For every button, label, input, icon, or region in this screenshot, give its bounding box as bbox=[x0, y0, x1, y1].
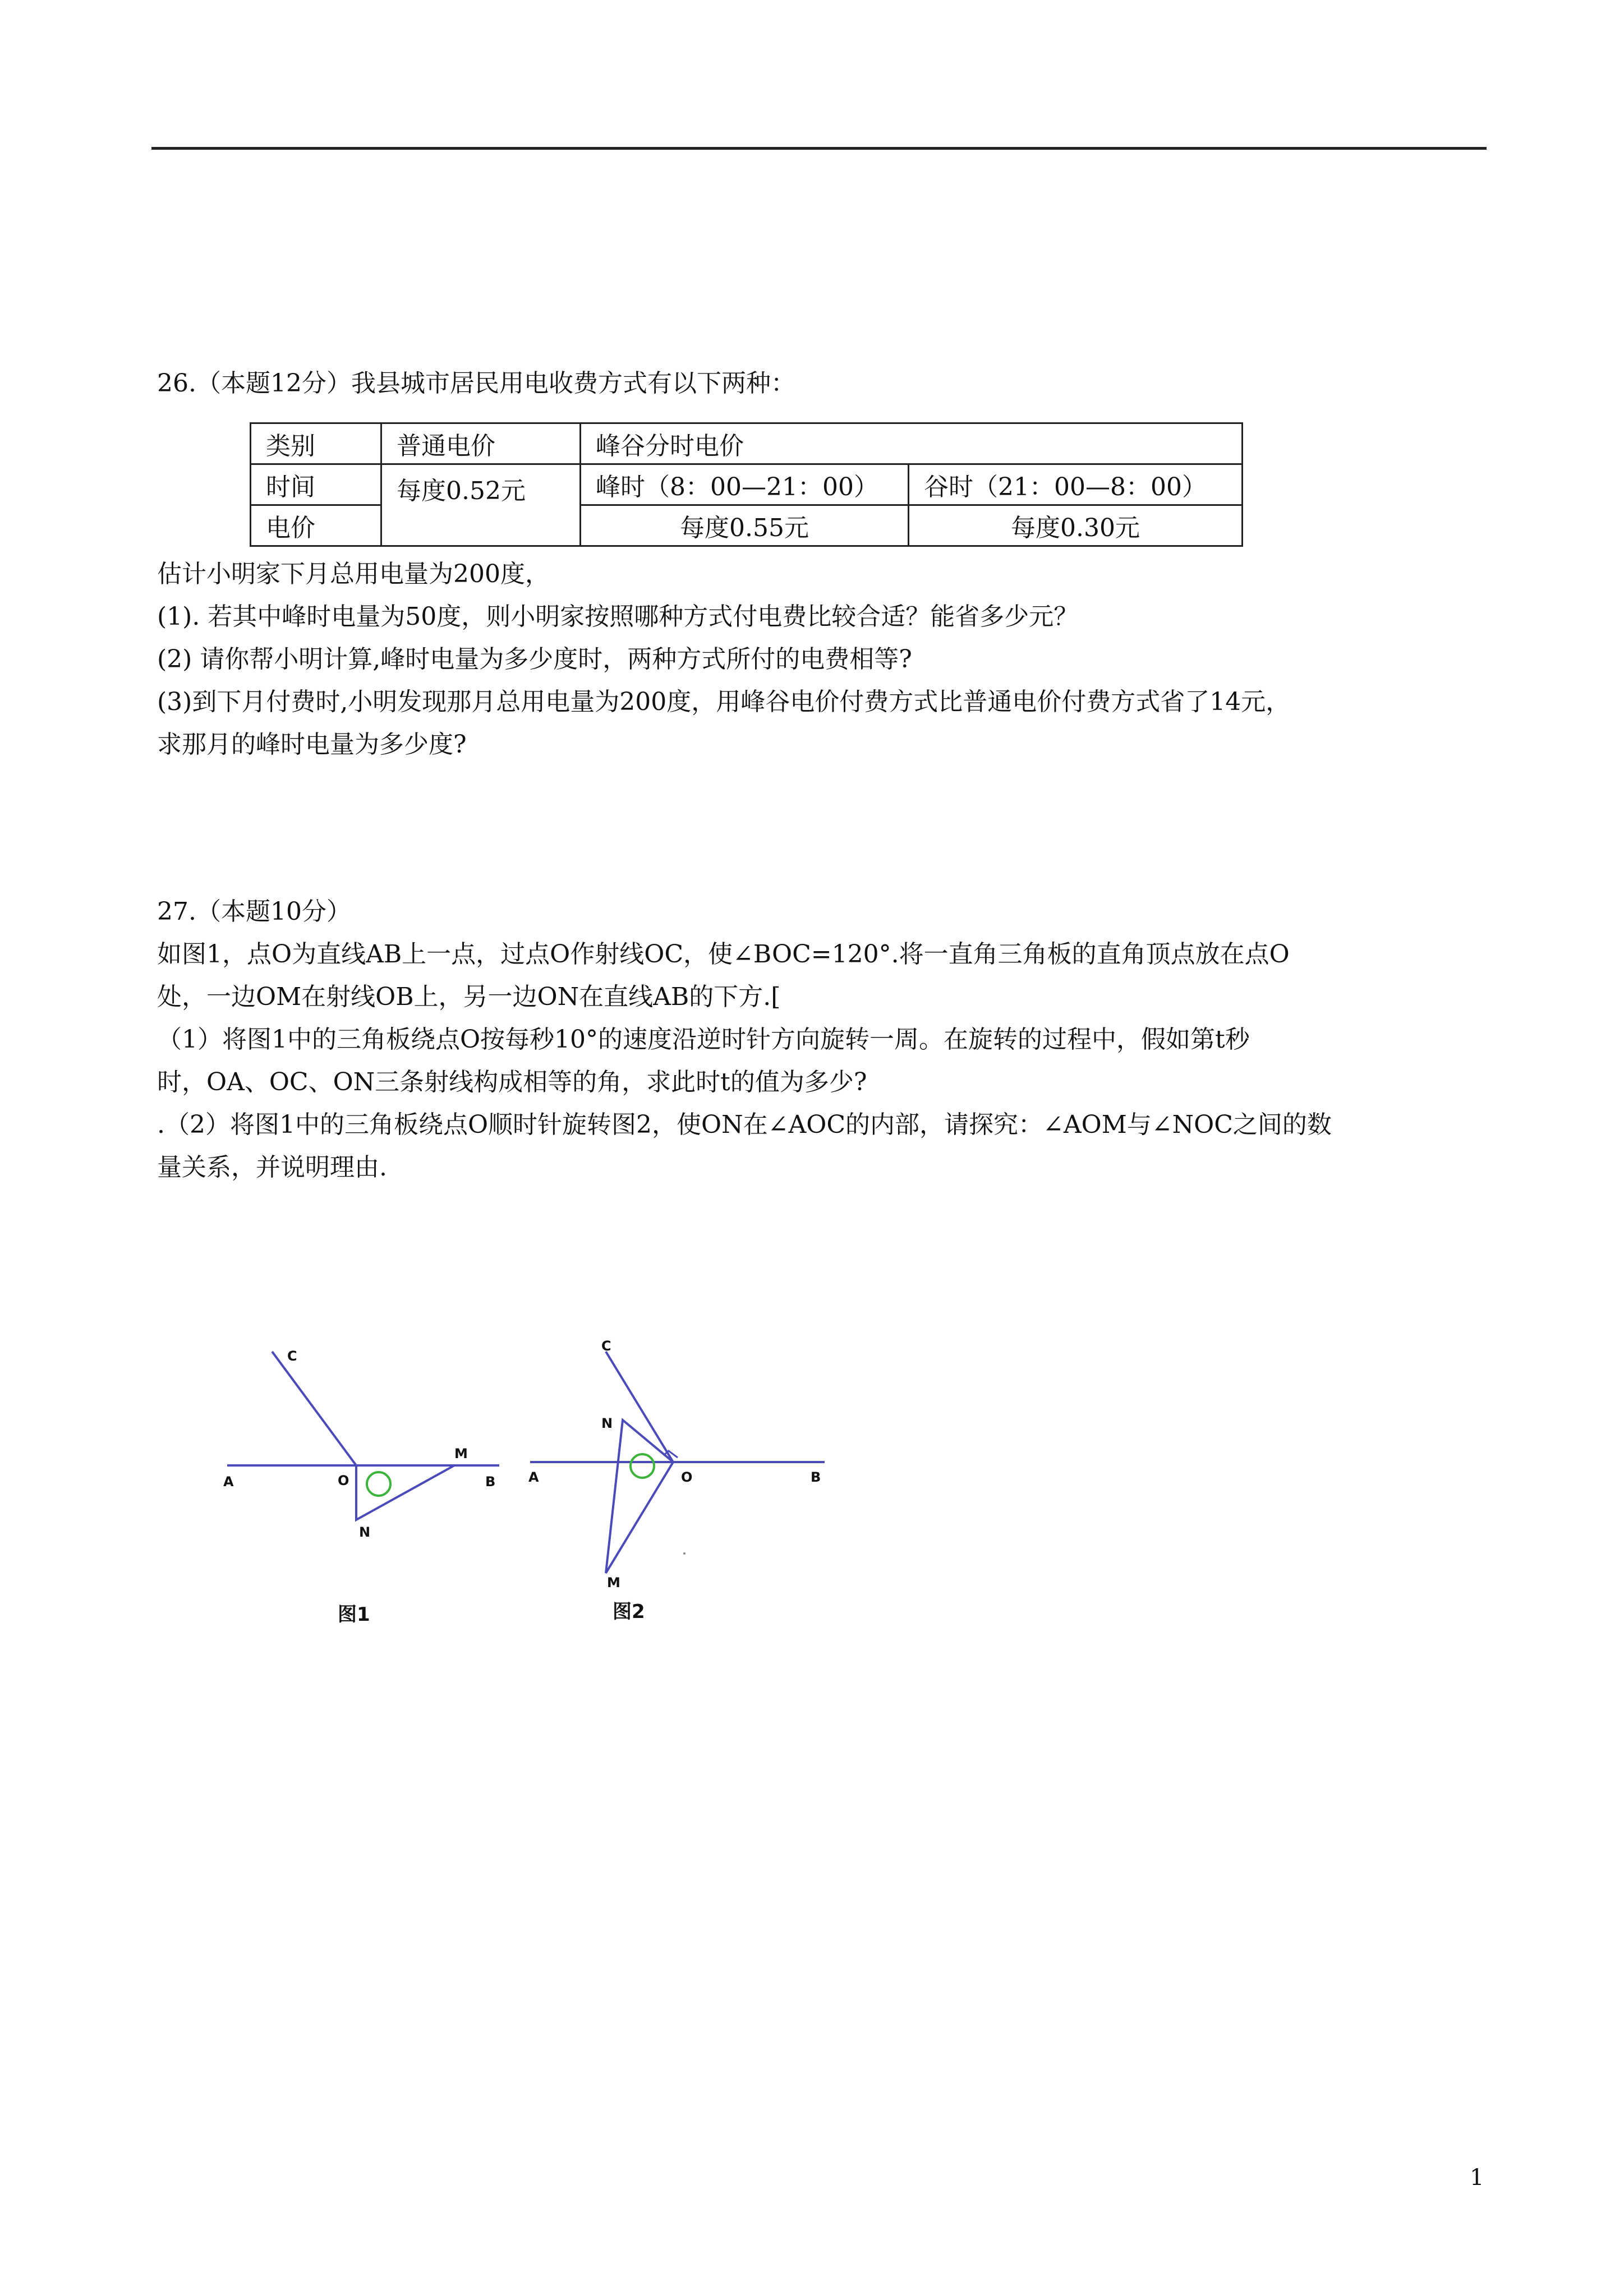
stray-dot bbox=[683, 1552, 686, 1555]
figure-2 bbox=[522, 1324, 836, 1638]
ray-oc bbox=[606, 1352, 673, 1462]
ray-oc bbox=[272, 1352, 356, 1465]
q26-line: 求那月的峰时电量为多少度? bbox=[157, 730, 467, 759]
label-o: O bbox=[338, 1473, 349, 1488]
label-n: N bbox=[601, 1416, 613, 1431]
price-table bbox=[250, 422, 1243, 547]
q26-line: (3)到下月付费时,小明发现那月总用电量为200度，用峰谷电价付费方式比普通电价付费方式省了14元， bbox=[157, 688, 1291, 716]
q26-header: 26.（本题12分）我县城市居民用电收费方式有以下两种： bbox=[157, 369, 795, 398]
table-row bbox=[251, 423, 1243, 464]
label-a: A bbox=[223, 1474, 234, 1490]
table-cell: 峰谷分时电价 bbox=[581, 423, 1243, 464]
circle-mark bbox=[631, 1454, 654, 1478]
q27-line: （1）将图1中的三角板绕点O按每秒10°的速度沿逆时针方向旋转一周。在旋转的过程中，假如第t秒 bbox=[157, 1025, 1250, 1054]
label-a: A bbox=[528, 1469, 539, 1485]
label-m: M bbox=[454, 1446, 468, 1461]
figure-caption: 图1 bbox=[338, 1603, 370, 1626]
figure-caption: 图2 bbox=[613, 1601, 645, 1623]
label-b: B bbox=[811, 1469, 821, 1485]
label-m: M bbox=[607, 1575, 620, 1590]
label-n: N bbox=[359, 1524, 371, 1540]
table-cell: 电价 bbox=[251, 505, 381, 546]
label-c: C bbox=[287, 1348, 297, 1364]
triangle-omn bbox=[606, 1420, 673, 1573]
table-row bbox=[251, 464, 1243, 505]
label-o: O bbox=[681, 1469, 693, 1485]
q26-line: 估计小明家下月总用电量为200度， bbox=[157, 560, 550, 588]
table-cell: 普通电价 bbox=[381, 423, 581, 464]
q27-line: 量关系，并说明理由. bbox=[157, 1153, 387, 1182]
label-c: C bbox=[601, 1338, 611, 1354]
page-number: 1 bbox=[1470, 2165, 1484, 2191]
table-cell: 每度0.55元 bbox=[581, 505, 909, 546]
circle-mark bbox=[367, 1472, 390, 1496]
table-cell: 谷时（21：00—8：00） bbox=[909, 464, 1243, 505]
table-cell: 峰时（8：00—21：00） bbox=[581, 464, 909, 505]
q27-header: 27.（本题10分） bbox=[157, 897, 351, 926]
q27-line: 处，一边OM在射线OB上，另一边ON在直线AB的下方.[ bbox=[157, 983, 781, 1011]
table-cell: 每度0.52元 bbox=[381, 464, 581, 546]
label-b: B bbox=[485, 1474, 496, 1490]
table-cell: 类别 bbox=[251, 423, 381, 464]
table-cell: 时间 bbox=[251, 464, 381, 505]
figure-1 bbox=[213, 1324, 516, 1638]
q27-line: 如图1，点O为直线AB上一点，过点O作射线OC，使∠BOC=120°.将一直角三角板的直角顶点放在点O bbox=[157, 940, 1290, 969]
q26-line: (1). 若其中峰时电量为50度，则小明家按照哪种方式付电费比较合适？能省多少元？ bbox=[157, 602, 1079, 631]
header-rule bbox=[151, 147, 1487, 150]
q27-line: .（2）将图1中的三角板绕点O顺时针旋转图2，使ON在∠AOC的内部，请探究：∠AOM与∠NOC之间的数 bbox=[157, 1110, 1332, 1139]
table-cell: 每度0.30元 bbox=[909, 505, 1243, 546]
q27-line: 时，OA、OC、ON三条射线构成相等的角，求此时t的值为多少? bbox=[157, 1068, 867, 1096]
q26-line: (2) 请你帮小明计算,峰时电量为多少度时，两种方式所付的电费相等? bbox=[157, 645, 912, 674]
